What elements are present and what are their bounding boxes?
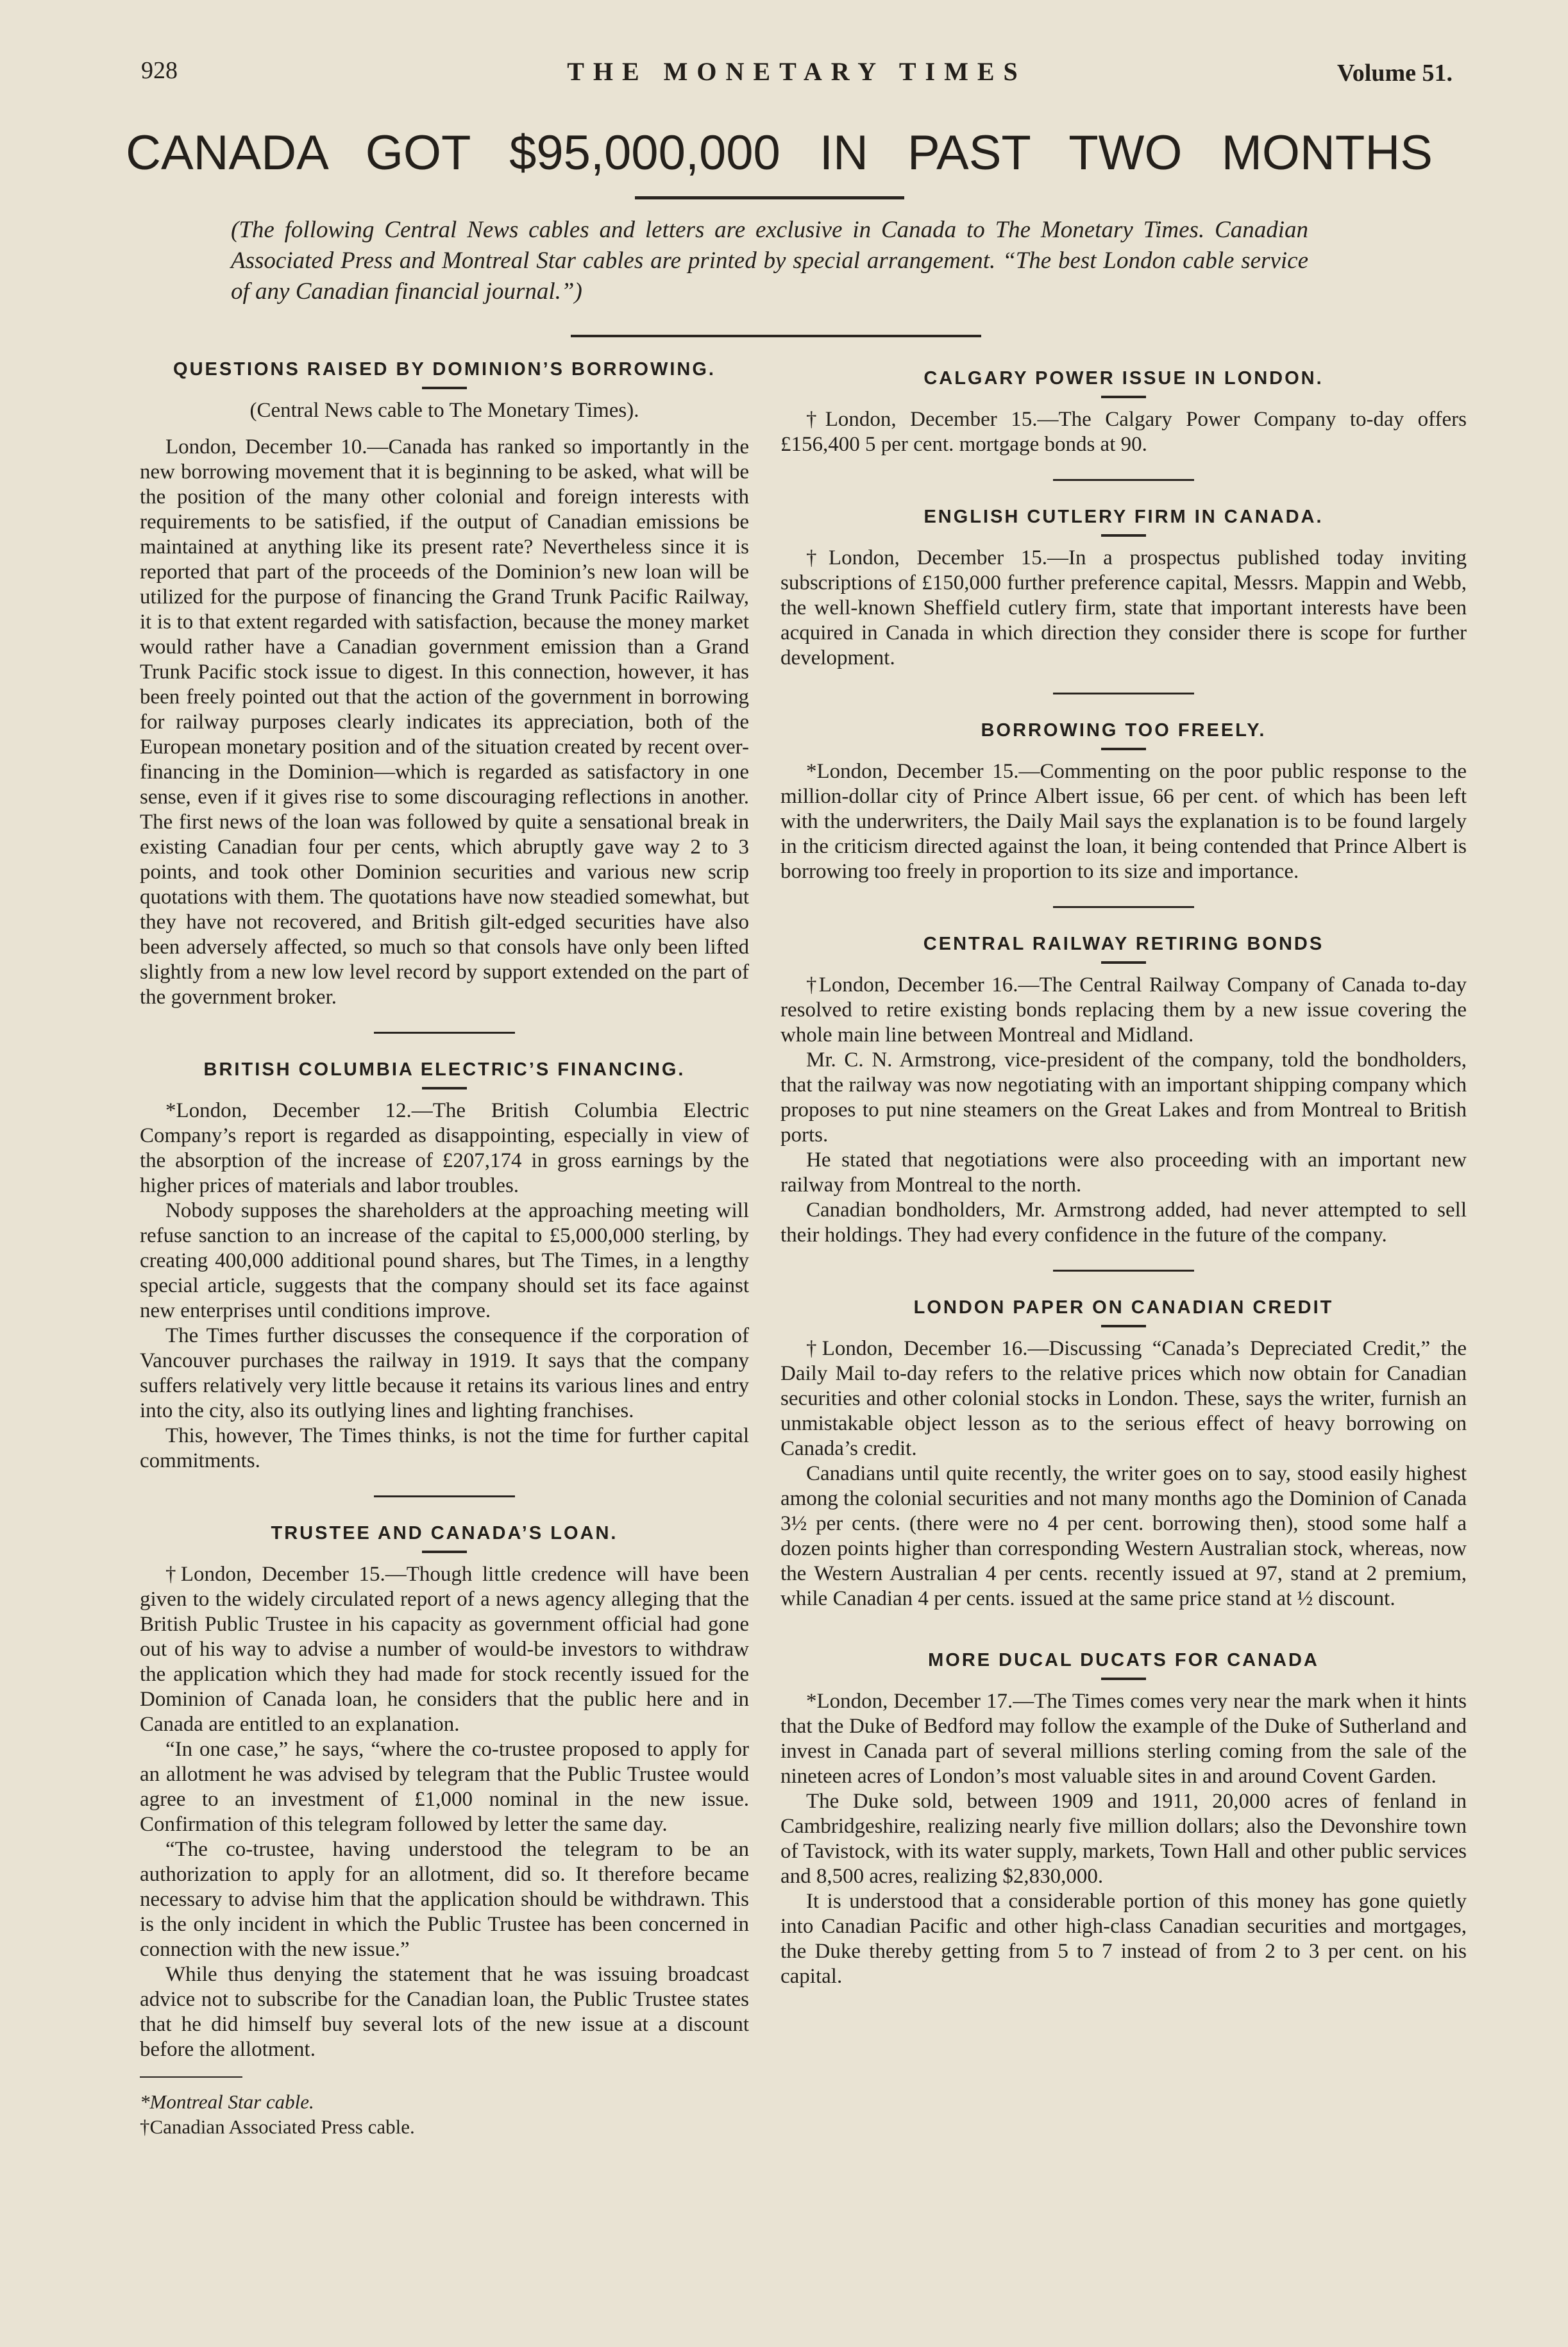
title-rule [422,1087,467,1089]
article-title: ENGLISH CUTLERY FIRM IN CANADA. [923,507,1324,527]
article-central-railway [780,934,1467,1248]
article-paragraph: Canadians until quite recently, the writer goes on to say, stood easily highest among the colonial securities and not many months ago the Dominion of Canada 3½ per cents. (there were no 4 per cent. borrowing then), stood some half a dozen points higher than corresponding Western Australian stock, whereas, now the Western Australian 4 per cents. recently issued at 97, stand at 2 premium, while Canadian 4 per cents. issued at the same price stand at ½ discount. [780,1462,1467,1610]
article-paragraph: He stated that negotiations were also proceeding with an important new railway from Montreal to the north. [780,1148,1467,1197]
article-title: BRITISH COLUMBIA ELECTRIC’S FINANCING. [203,1059,686,1080]
title-rule [1101,534,1146,537]
article-paragraph: London, December 10.—Canada has ranked so importantly in the new borrowing movement that it is beginning to be asked, what will be the position of the many other colonial and foreign interests with requirements to be satisfied, if the output of Canadian emissions be maintained at anything like its present rate? Nevertheless since it is reported that part of the proceeds of the Dominion’s new loan will be utilized for the purpose of financing the Grand Trunk Pacific Railway, it is to that extent regarded with satisfaction, because the money market would rather have a Canadian government emission than a Grand Trunk Pacific stock issue to digest. In this connection, however, it has been freely pointed out that the action of the government in borrowing for railway purposes clearly indicates its appreciation, both of the European monetary position and of the situation created by recent over-financing in the Dominion—which is regarded as satisfactory in one sense, even if it gives rise to some discouraging reflections in another. The first news of the loan was followed by quite a sensational break in existing Canadian four per cents, which abruptly gave way 2 to 3 points, and took other Dominion securities and various new scrip quotations with them. The quotations have now steadied somewhat, but they have not recovered, and British gilt-edged securities have also been adversely affected, so much so that consols have only been lifted slightly from a new low level record by support extended on the part of the government broker. [140,435,749,1009]
article-paragraph: While thus denying the statement that he was issuing broadcast advice not to subscribe for the Canadian loan, the Public Trustee states that he did himself buy several lots of the new issue at a discount before the allotment. [140,1963,749,2061]
page-number: 928 [141,57,178,84]
article-paragraph: “The co-trustee, having understood the telegram to be an authorization to apply for an allotment, did so. It therefore became necessary to advise him that the application should be withdrawn. This is the only incident in which the Public Trustee has been concerned in connection with the new issue.” [140,1838,749,1961]
intro-rule [571,335,981,337]
publication-title: THE MONETARY TIMES [567,57,1027,86]
footnote: *Montreal Star cable. [140,2090,314,2113]
article-title: QUESTIONS RAISED BY DOMINION’S BORROWING. [173,359,716,380]
article-trustee-loan [140,1523,749,2062]
title-rule [1101,1325,1146,1327]
article-paragraph: †London, December 15.—In a prospectus published today inviting subscriptions of £150,000 further preference capital, Messrs. Mappin and Webb, the well-known Sheffield cutlery firm, state that important interests have been acquired in Canada in which direction they consider there is scope for further development. [780,546,1467,669]
article-paragraph: *London, December 15.—Commenting on the poor public response to the million-dollar city of Prince Albert issue, 66 per cent. of which has been left with the underwriters, the Daily Mail says the explanation is to be found largely in the criticism directed against the loan, it being contended that Prince Albert is borrowing too freely in proportion to its size and importance. [780,760,1467,883]
article-paragraph: The Times further discusses the consequence if the corporation of Vancouver purchases the railway in 1919. It says that the company suffers relatively very little because it retains its various lines and entry into the city, also its outlying lines and lighting franchises. [140,1324,749,1422]
article-paragraph: †London, December 15.—The Calgary Power Company to-day offers £156,400 5 per cent. mortgage bonds at 90. [780,408,1467,456]
title-rule [1101,748,1146,750]
article-paragraph: *London, December 12.—The British Columbia Electric Company’s report is regarded as disappointing, especially in view of the absorption of the increase of £207,174 in gross earnings by the higher prices of materials and labor troubles. [140,1099,749,1197]
section-divider [1053,906,1194,908]
title-rule [1101,961,1146,964]
headline-rule [635,196,904,199]
article-bc-electric [140,1059,749,1474]
article-dominion-borrowing [140,359,749,1010]
article-paragraph: †London, December 16.—Discussing “Canada’s Depreciated Credit,” the Daily Mail to-day refers to the relative prices which now obtain for Canadian securities and other colonial stocks in London. These, says the writer, furnish an unmistakable object lesson as to the serious effect of heavy borrowing on Canada’s credit. [780,1337,1467,1460]
article-cutlery-firm [780,507,1467,671]
left-column [140,359,749,2139]
article-paragraph: “In one case,” he says, “where the co-trustee proposed to apply for an allotment he was advised by telegram that the Public Trustee would agree to an investment of £1,000 nominal in the new issue. Confirmation of this telegram followed by letter the same day. [140,1738,749,1836]
running-header [141,56,1453,95]
article-ducal-ducats [780,1650,1467,1989]
section-divider [1053,693,1194,694]
right-column [780,359,1467,1989]
footnote: †Canadian Associated Press cable. [140,2116,415,2138]
article-title: CENTRAL RAILWAY RETIRING BONDS [923,934,1324,954]
section-divider [1053,479,1194,481]
volume-label: Volume 51. [1336,60,1453,87]
article-paragraph: †London, December 16.—The Central Railway Company of Canada to-day resolved to retire existing bonds replacing them by a new issue covering the whole main line between Montreal and Midland. [780,973,1467,1047]
article-title: BORROWING TOO FREELY. [981,720,1267,741]
article-paragraph: Mr. C. N. Armstrong, vice-president of the company, told the bondholders, that the railway was now negotiating with an important shipping company which proposes to put nine steamers on the Great Lakes and from Montreal to British ports. [780,1048,1467,1147]
article-paragraph: Canadian bondholders, Mr. Armstrong added, had never attempted to sell their holdings. They had every confidence in the future of the company. [780,1199,1467,1247]
title-rule [1101,1678,1146,1680]
article-canadian-credit [780,1297,1467,1611]
article-paragraph: †London, December 15.—Though little credence will have been given to the widely circulated report of a news agency alleging that the British Public Trustee in his capacity as government official had gone out of his way to advise a number of would-be investors to withdraw the application which they had made for stock recently issued for the Dominion of Canada loan, he considers that the public here and in Canada are entitled to an explanation. [140,1563,749,1736]
article-title: MORE DUCAL DUCATS FOR CANADA [928,1650,1319,1670]
article-calgary-power [780,368,1467,457]
intro-note: (The following Central News cables and letters are exclusive in Canada to The Monetary Times. Canadian Associated Press and Montreal Star cables are printed by special arrangement. “The best London cable service of any Canadian financial journal.”) [231,217,1308,305]
article-paragraph: The Duke sold, between 1909 and 1911, 20,000 acres of fenland in Cambridgeshire, realizing nearly five million dollars; also the Devonshire town of Tavistock, with its water supply, markets, Town Hall and other public services and 8,500 acres, realizing $2,830,000. [780,1790,1467,1888]
article-paragraph: *London, December 17.—The Times comes very near the mark when it hints that the Duke of Bedford may follow the example of the Duke of Sutherland and invest in Canada part of several millions sterling coming from the sale of the nineteen acres of London’s most valuable sites in and around Covent Garden. [780,1690,1467,1788]
article-source: (Central News cable to The Monetary Times). [249,399,639,422]
article-paragraph: It is understood that a considerable portion of this money has gone quietly into Canadian Pacific and other high-class Canadian securities and mortgages, the Duke thereby getting from 5 to 7 instead of from 2 to 3 per cent. on his capital. [780,1890,1467,1988]
article-paragraph: This, however, The Times thinks, is not the time for further capital commitments. [140,1424,749,1472]
headline: CANADA GOT $95,000,000 IN PAST TWO MONTHS [126,126,1433,180]
footnote-rule [140,2076,242,2078]
section-divider [1053,1270,1194,1272]
article-title: TRUSTEE AND CANADA’S LOAN. [271,1523,618,1544]
article-borrowing-freely [780,720,1467,884]
title-rule [422,387,467,389]
article-paragraph: Nobody supposes the shareholders at the approaching meeting will refuse sanction to an increase of the capital to £5,000,000 sterling, by creating 400,000 additional pound shares, but The Times, in a lengthy special article, suggests that the company should set its face against new enterprises until conditions improve. [140,1199,749,1322]
section-divider [374,1495,515,1497]
title-rule [422,1551,467,1553]
title-rule [1101,396,1146,398]
article-title: LONDON PAPER ON CANADIAN CREDIT [913,1297,1334,1318]
section-divider [374,1032,515,1034]
article-title: CALGARY POWER ISSUE IN LONDON. [923,368,1324,389]
